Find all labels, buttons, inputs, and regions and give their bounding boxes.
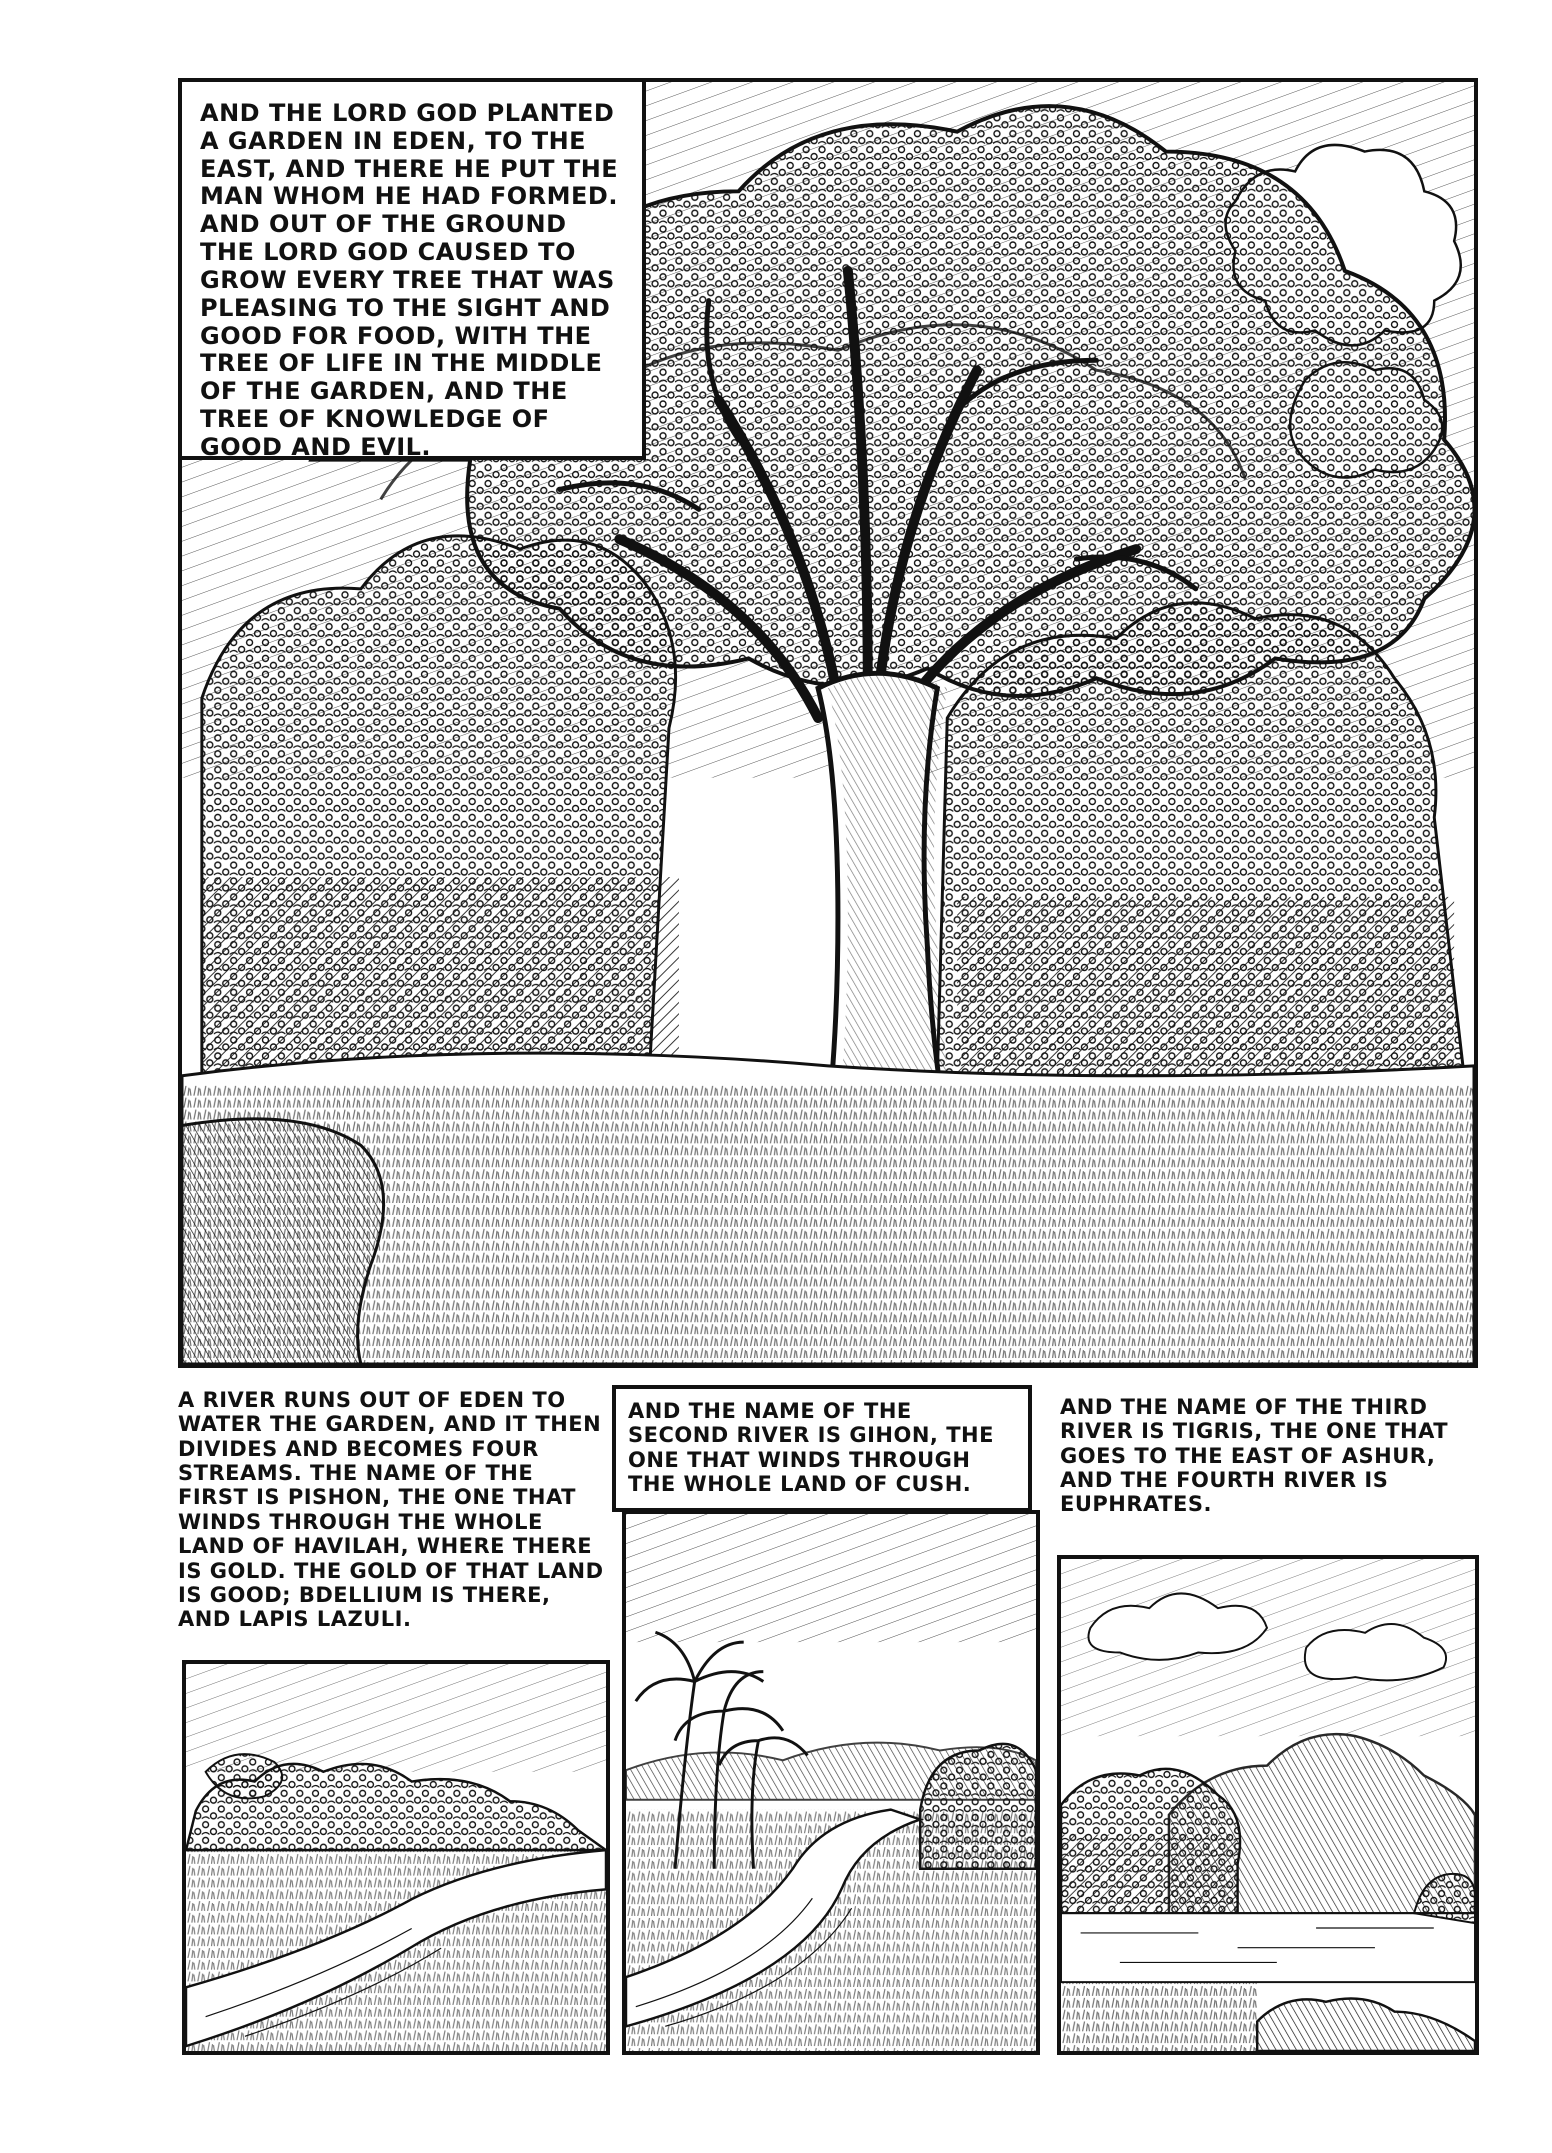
- panel-gihon-river: [622, 1510, 1040, 2055]
- caption-pishon: [178, 1388, 608, 1658]
- caption-gihon-text: AND THE NAME OF THE SECOND RIVER IS GIHON, THE ONE THAT WINDS THROUGH THE WHOLE LAND OF CUSH.: [628, 1399, 994, 1497]
- caption-gihon: [612, 1385, 1032, 1512]
- caption-tigris-euphrates: [1060, 1395, 1480, 1555]
- caption-pishon-text: A RIVER RUNS OUT OF EDEN TO WATER THE GARDEN, AND IT THEN DIVIDES AND BECOMES FOUR STREAMS. THE NAME OF THE FIRST IS PISHON, THE ONE THAT WINDS THROUGH THE WHOLE LAND OF HAVILAH, WHERE THERE IS GOLD. THE GOLD OF THAT LAND IS GOOD; BDELLIUM IS THERE, AND LAPIS LAZULI.: [178, 1388, 604, 1632]
- panel-tigris-euphrates: [1057, 1555, 1479, 2055]
- gihon-landscape: [626, 1514, 1036, 2051]
- caption-garden: [178, 78, 646, 460]
- caption-tigris-euphrates-text: AND THE NAME OF THE THIRD RIVER IS TIGRIS, THE ONE THAT GOES TO THE EAST OF ASHUR, AND THE FOURTH RIVER IS EUPHRATES.: [1060, 1395, 1449, 1517]
- pishon-landscape: [186, 1664, 606, 2051]
- panel-pishon-river: [182, 1660, 610, 2055]
- caption-garden-text: AND THE LORD GOD PLANTED A GARDEN IN EDEN, TO THE EAST, AND THERE HE PUT THE MAN WHOM HE HAD FORMED. AND OUT OF THE GROUND THE LORD GOD CAUSED TO GROW EVERY TREE THAT WAS PLEASING TO THE SIGHT AND GOOD FOR FOOD, WITH THE TREE OF LIFE IN THE MIDDLE OF THE GARDEN, AND THE TREE OF KNOWLEDGE OF GOOD AND EVIL.: [200, 99, 619, 461]
- tigris-euphrates-landscape: [1061, 1559, 1475, 2051]
